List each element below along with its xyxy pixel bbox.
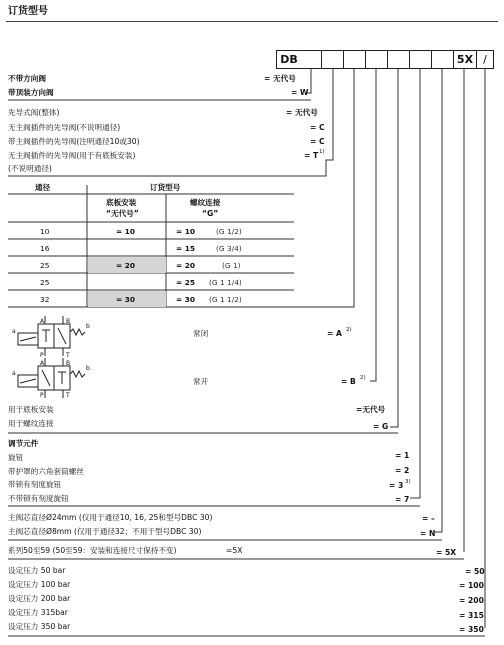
col-subplate-code: “无代号” bbox=[106, 209, 139, 218]
col-size: 通径 bbox=[35, 183, 51, 192]
code-box-series: 5X bbox=[454, 50, 477, 69]
row-with-dir-valve: 带顶装方向阀 bbox=[8, 88, 54, 97]
code-box-slash: / bbox=[477, 50, 494, 69]
row-pressure-200: 设定压力 200 bar bbox=[8, 594, 71, 603]
row-no-size: (不说明通径) bbox=[8, 164, 52, 173]
row-spool-8: 主阀芯直径Ø8mm (仅用于通径32；不用于型号DBC 30) bbox=[8, 527, 202, 536]
size-cell: 25 bbox=[40, 261, 50, 270]
port-B-1: B bbox=[66, 318, 71, 325]
code-w: = W bbox=[291, 88, 309, 97]
port-a-2: a bbox=[12, 370, 16, 377]
row-subplate-mount: 用于底板安装 bbox=[8, 405, 54, 414]
port-a-1: a bbox=[12, 328, 16, 335]
page-title: 订货型号 bbox=[8, 6, 48, 17]
row-pressure-100: 设定压力 100 bar bbox=[8, 580, 71, 589]
note-2b: 2) bbox=[360, 375, 366, 381]
g-cell: (G 3/4) bbox=[216, 244, 242, 253]
port-b-2: b bbox=[86, 365, 90, 372]
code-n: = N bbox=[420, 529, 436, 538]
port-A-1: A bbox=[40, 318, 45, 325]
g-cell: (G 1 1/2) bbox=[209, 295, 242, 304]
port-P-2: P bbox=[40, 392, 44, 399]
thr-cell: = 25 bbox=[176, 278, 196, 287]
row-pilot-integral: 先导式阀(整体) bbox=[8, 108, 60, 117]
row-hex-screw: 带护罩的六角套筒螺丝 bbox=[8, 467, 84, 476]
code-c-2: = C bbox=[310, 137, 325, 146]
code-3: = 3 bbox=[389, 481, 404, 490]
col-subplate: 底板安装 bbox=[106, 198, 137, 207]
g-cell: (G 1) bbox=[222, 261, 241, 270]
code-c-1: = C bbox=[310, 123, 325, 132]
code-7: = 7 bbox=[395, 495, 410, 504]
g-cell: (G 1/2) bbox=[216, 227, 242, 236]
port-A-2: A bbox=[40, 360, 45, 367]
code-subplate: =无代号 bbox=[356, 405, 386, 414]
code-200: = 200 bbox=[459, 596, 484, 605]
adjust-heading: 调节元件 bbox=[8, 439, 39, 448]
col-thread-code: “G” bbox=[202, 209, 219, 218]
row-pilot-subplate: 无主阀插件的先导阀(用于有底板安装) bbox=[8, 151, 136, 160]
code-dash: = – bbox=[422, 514, 435, 523]
label-normally-open: 常开 bbox=[193, 377, 209, 386]
port-P-1: P bbox=[40, 352, 44, 359]
size-cell: 25 bbox=[40, 278, 50, 287]
thr-cell: = 10 bbox=[176, 227, 196, 236]
row-pilot-no-insert: 无主阀插件的先导阀(不说明通径) bbox=[8, 123, 121, 132]
row-pressure-50: 设定压力 50 bar bbox=[8, 566, 66, 575]
port-T-1: T bbox=[66, 352, 70, 359]
label-normally-closed: 常闭 bbox=[193, 329, 209, 338]
code-50: = 50 bbox=[465, 567, 485, 576]
series-mid-code: =5X bbox=[226, 546, 243, 555]
code-2: = 2 bbox=[395, 466, 410, 475]
row-no-dir-valve: 不带方向阀 bbox=[8, 74, 46, 83]
size-cell: 10 bbox=[40, 227, 50, 236]
code-b: = B bbox=[341, 377, 356, 386]
note-3: 3) bbox=[405, 479, 411, 485]
row-series: 系列50至59 (50至59：安装和连接尺寸保持不变) bbox=[8, 546, 177, 555]
size-cell: 32 bbox=[40, 295, 50, 304]
sub-cell: = 10 bbox=[116, 227, 136, 236]
code-100: = 100 bbox=[459, 581, 484, 590]
code-g: = G bbox=[373, 422, 389, 431]
port-b-1: b bbox=[86, 323, 90, 330]
code-box-db: DB bbox=[276, 50, 302, 69]
col-order-code: 订货型号 bbox=[150, 183, 181, 192]
code-5x: = 5X bbox=[436, 548, 457, 557]
row-thread-mount: 用于螺纹连接 bbox=[8, 419, 54, 428]
thr-cell: = 15 bbox=[176, 244, 196, 253]
row-pilot-with-insert: 带主阀插件的先导阀(注明通径10或30) bbox=[8, 137, 140, 146]
row-lock-knob: 带锁有刻度旋钮 bbox=[8, 480, 62, 489]
code-no-code-2: = 无代号 bbox=[286, 108, 318, 117]
size-cell: 16 bbox=[40, 244, 50, 253]
row-nolock-knob: 不带锁有刻度旋钮 bbox=[8, 494, 69, 503]
port-B-2: B bbox=[66, 360, 71, 367]
row-pressure-315: 设定压力 315bar bbox=[8, 608, 68, 617]
note-1: 1) bbox=[319, 149, 325, 155]
col-thread: 螺纹连接 bbox=[190, 198, 221, 207]
sub-cell: = 20 bbox=[116, 261, 136, 270]
code-t: = T bbox=[304, 151, 319, 160]
code-1: = 1 bbox=[395, 451, 410, 460]
thr-cell: = 30 bbox=[176, 295, 196, 304]
code-no-code-1: = 无代号 bbox=[264, 74, 296, 83]
thr-cell: = 20 bbox=[176, 261, 196, 270]
row-knob: 旋钮 bbox=[8, 453, 24, 462]
sub-cell: = 30 bbox=[116, 295, 136, 304]
code-350: = 350 bbox=[459, 625, 484, 634]
row-spool-24: 主阀芯直径Ø24mm (仅用于通径10, 16, 25和型号DBC 30) bbox=[8, 513, 213, 522]
port-T-2: T bbox=[66, 392, 70, 399]
note-2a: 2) bbox=[346, 327, 352, 333]
code-315: = 315 bbox=[459, 611, 484, 620]
row-pressure-350: 设定压力 350 bar bbox=[8, 622, 71, 631]
g-cell: (G 1 1/4) bbox=[209, 278, 242, 287]
code-a: = A bbox=[327, 329, 342, 338]
